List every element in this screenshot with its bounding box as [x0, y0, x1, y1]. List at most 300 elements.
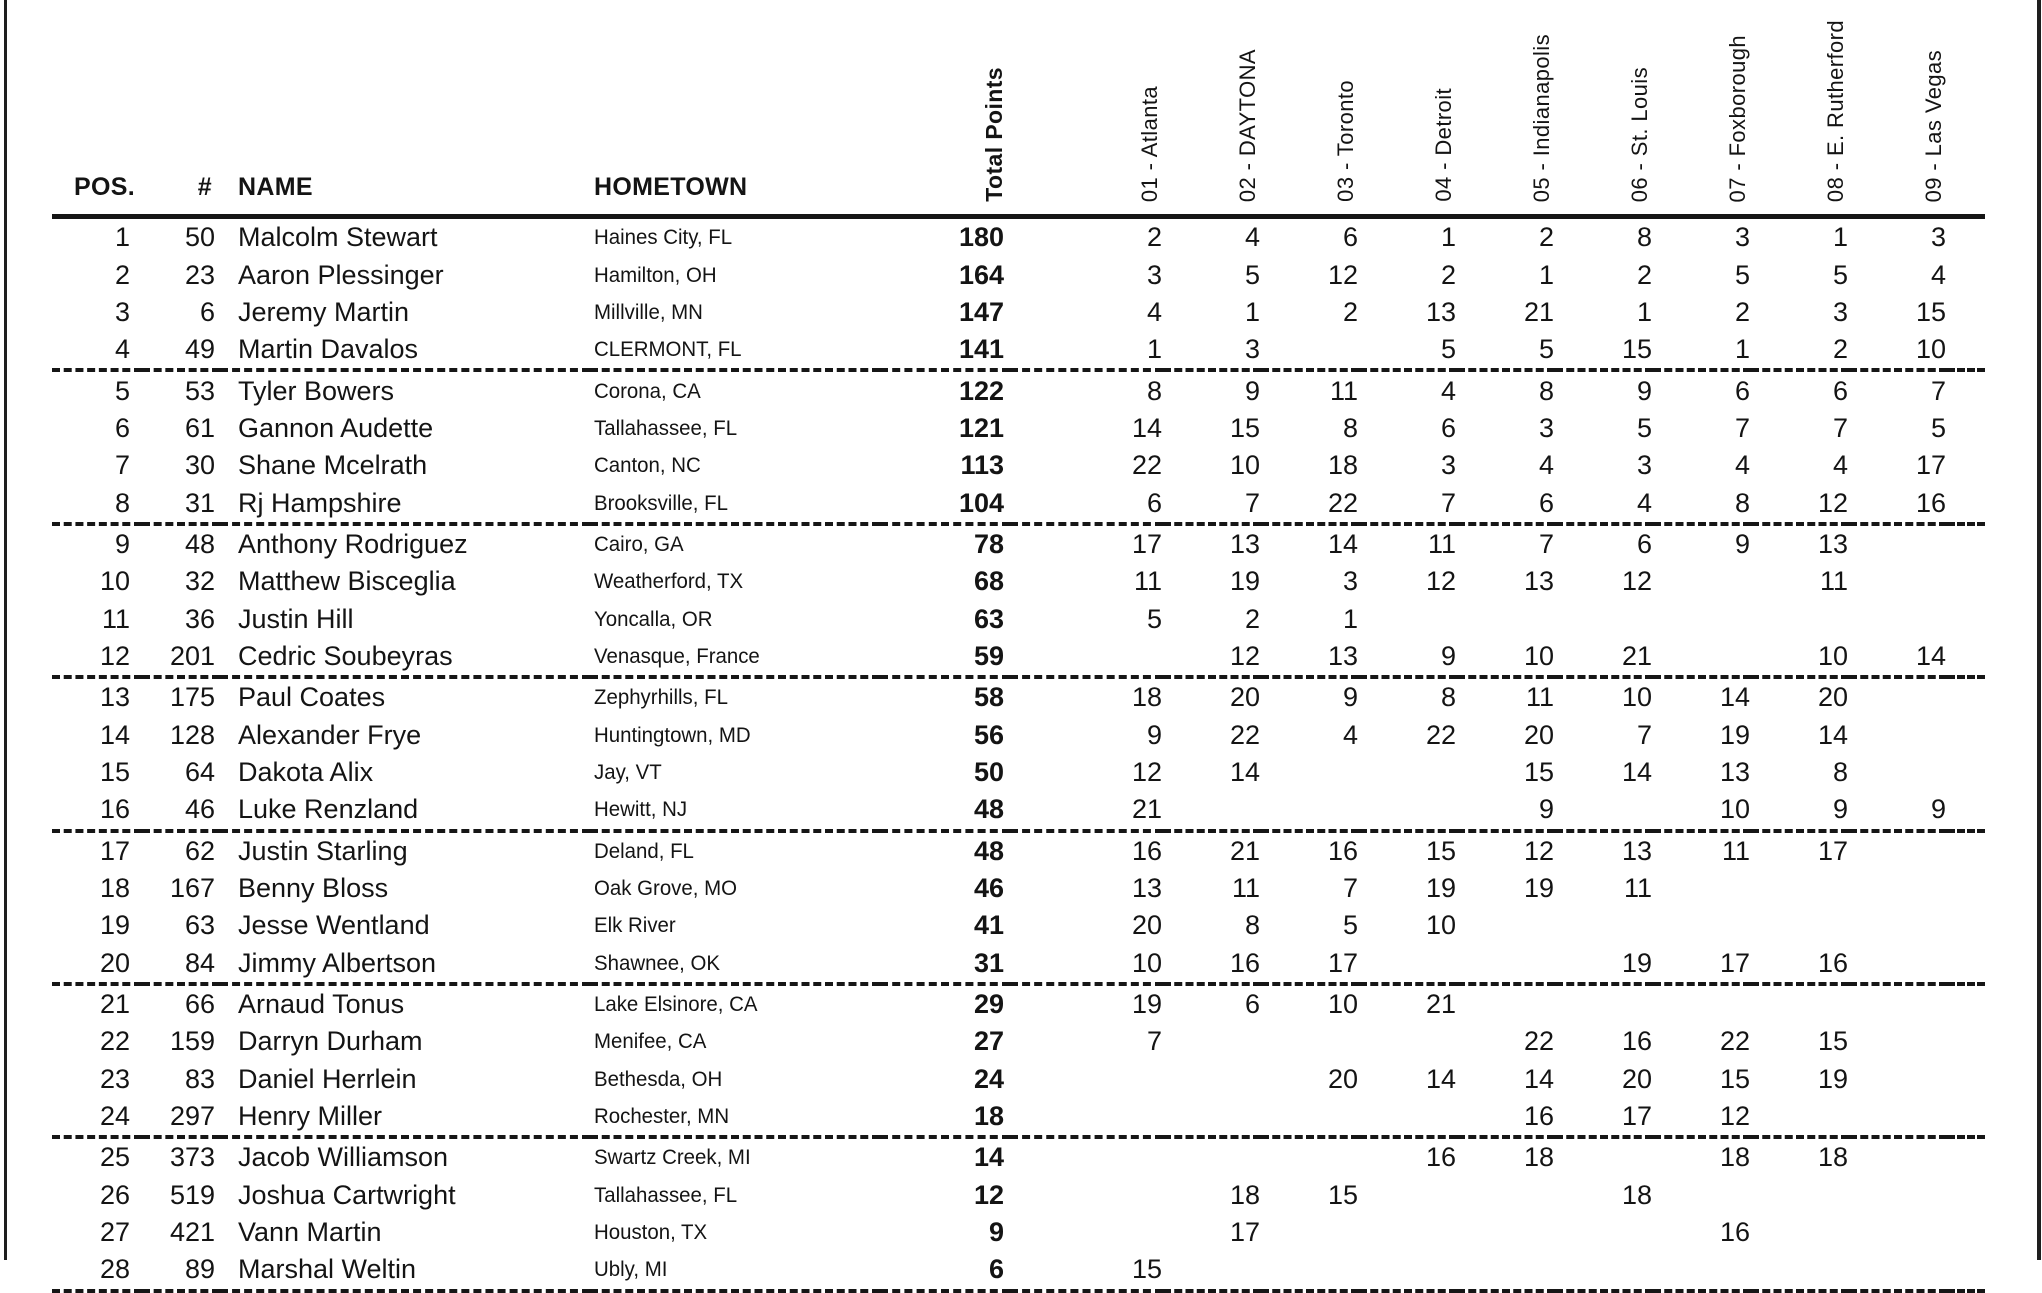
- cell-round-03-result: 14: [1327, 528, 1358, 559]
- cell-round-05-result: 1: [1538, 259, 1554, 290]
- cell-round-06-result: 8: [1636, 222, 1652, 253]
- cell-spacer: [1947, 370, 1985, 409]
- cell-round-09-result: 16: [1849, 484, 1947, 523]
- col-header-number: #: [142, 0, 220, 217]
- cell-total-points: 29: [973, 989, 1004, 1020]
- cell-round-04-result: 11: [1427, 528, 1456, 559]
- cell-round-06-result: 21: [1555, 638, 1653, 677]
- cell-rider-number: 32: [184, 566, 215, 597]
- cell-round-08-result: 18: [1817, 1142, 1848, 1173]
- cell-round-09-result: [1849, 831, 1947, 870]
- cell-round-06-result: 4: [1555, 484, 1653, 523]
- cell-round-02-result: 14: [1229, 756, 1260, 787]
- cell-round-03-result: 13: [1261, 638, 1359, 677]
- cell-spacer: [1947, 563, 1985, 600]
- round-01-rotated-label: 01 - Atlanta: [1136, 85, 1162, 202]
- cell-position: 3: [114, 296, 130, 327]
- rider-row: [52, 447, 1985, 484]
- cell-round-07-result: 6: [1734, 375, 1750, 406]
- cell-round-04-result: [1359, 945, 1457, 984]
- cell-rider-number: 66: [184, 989, 215, 1020]
- cell-round-03-result: 5: [1342, 910, 1358, 941]
- cell-spacer: [1947, 484, 1985, 523]
- cell-round-03-result: 10: [1327, 989, 1358, 1020]
- cell-round-09-result: [1849, 1137, 1947, 1176]
- cell-rider-number: 6: [199, 296, 215, 327]
- cell-round-09-result: [1849, 563, 1947, 600]
- cell-position: 23: [99, 1063, 130, 1094]
- cell-rider-name: Malcolm Stewart: [238, 222, 438, 253]
- cell-round-09-result: [1849, 1098, 1947, 1137]
- cell-total-points: 122: [958, 375, 1004, 406]
- cell-round-03-result: [1261, 1023, 1359, 1060]
- cell-spacer: [1947, 1098, 1985, 1137]
- cell-spacer: [1947, 791, 1985, 830]
- cell-hometown: [590, 677, 880, 716]
- cell-round-04-result: 8: [1440, 682, 1456, 713]
- cell-position: 19: [99, 910, 130, 941]
- cell-round-01-result: 20: [1131, 910, 1162, 941]
- cell-rider-name: Dakota Alix: [238, 756, 374, 787]
- cell-round-09-result: [1849, 1023, 1947, 1060]
- col-header-round-08: [1751, 0, 1849, 217]
- cell-spacer: [1947, 256, 1985, 293]
- col-header-round-04: [1359, 0, 1457, 217]
- cell-round-03-result: [1261, 754, 1359, 791]
- cell-round-05-result: [1457, 600, 1555, 637]
- cell-round-05-result: 14: [1523, 1063, 1554, 1094]
- cell-round-01-result: [1010, 1177, 1163, 1214]
- cell-round-02-result: 11: [1231, 873, 1260, 904]
- cell-rider-number: 49: [142, 331, 220, 370]
- cell-total-points: 63: [973, 603, 1004, 634]
- cell-total-points: 59: [880, 638, 1010, 677]
- cell-round-01-result: 19: [1131, 989, 1162, 1020]
- cell-rider-number: 46: [142, 791, 220, 830]
- cell-spacer: [1947, 984, 1985, 1023]
- cell-round-07-result: 4: [1734, 450, 1750, 481]
- cell-round-08-result: 2: [1751, 331, 1849, 370]
- cell-round-03-result: [1261, 791, 1359, 830]
- rider-row: [52, 1214, 1985, 1251]
- cell-round-04-result: 2: [1440, 259, 1456, 290]
- cell-hometown: [590, 945, 880, 984]
- cell-rider-name: Jimmy Albertson: [220, 945, 590, 984]
- rider-row: [52, 1023, 1985, 1060]
- cell-round-05-result: 20: [1523, 719, 1554, 750]
- cell-round-08-result: 20: [1817, 682, 1848, 713]
- cell-position: 10: [99, 566, 130, 597]
- cell-round-08-result: 9: [1751, 791, 1849, 830]
- cell-rider-name: Jeremy Martin: [238, 296, 410, 327]
- cell-rider-name: Arnaud Tonus: [238, 989, 405, 1020]
- cell-round-02-result: 12: [1163, 638, 1261, 677]
- standings-table: [52, 0, 1985, 1293]
- cell-rider-number: 30: [184, 450, 215, 481]
- cell-spacer: [1947, 831, 1985, 870]
- cell-round-07-result: [1653, 600, 1751, 637]
- cell-round-08-result: [1751, 600, 1849, 637]
- cell-round-04-result: 15: [1425, 835, 1456, 866]
- hometown-text: CLERMONT, FL: [594, 337, 742, 362]
- cell-round-08-result: 13: [1817, 528, 1848, 559]
- hometown-text: Venasque, France: [594, 643, 760, 668]
- cell-round-08-result: [1751, 870, 1849, 907]
- cell-round-08-result: 5: [1832, 259, 1848, 290]
- cell-round-08-result: 17: [1817, 835, 1848, 866]
- cell-round-03-result: 6: [1342, 222, 1358, 253]
- cell-round-07-result: 17: [1653, 945, 1751, 984]
- cell-round-05-result: 21: [1523, 296, 1554, 327]
- cell-round-04-result: [1359, 754, 1457, 791]
- cell-round-05-result: 9: [1457, 791, 1555, 830]
- cell-position: 12: [52, 638, 142, 677]
- cell-round-07-result: 1: [1653, 331, 1751, 370]
- cell-round-01-result: [1010, 1098, 1163, 1137]
- cell-round-02-result: 10: [1229, 450, 1260, 481]
- cell-round-06-result: 2: [1636, 259, 1652, 290]
- cell-rider-number: 50: [184, 222, 215, 253]
- cell-round-02-result: 3: [1163, 331, 1261, 370]
- cell-round-05-result: 2: [1538, 222, 1554, 253]
- cell-round-07-result: [1653, 638, 1751, 677]
- cell-round-02-result: 4: [1244, 222, 1260, 253]
- cell-round-05-result: 10: [1457, 638, 1555, 677]
- cell-hometown: [590, 1177, 880, 1214]
- cell-round-01-result: 14: [1131, 412, 1162, 443]
- cell-rider-name: Henry Miller: [220, 1098, 590, 1137]
- cell-round-09-result: 14: [1849, 638, 1947, 677]
- cell-round-02-result: 17: [1229, 1217, 1260, 1248]
- cell-round-09-result: 5: [1930, 412, 1946, 443]
- cell-round-05-result: 13: [1523, 566, 1554, 597]
- rider-row: [52, 294, 1985, 331]
- cell-total-points: 104: [880, 484, 1010, 523]
- round-04-rotated-label: 04 - Detroit: [1430, 88, 1456, 202]
- cell-round-01-result: 4: [1146, 296, 1162, 327]
- cell-round-09-result: [1849, 677, 1947, 716]
- cell-round-09-result: 4: [1930, 259, 1946, 290]
- rider-row: [52, 524, 1985, 563]
- cell-position: 25: [99, 1142, 130, 1173]
- cell-round-02-result: 7: [1163, 484, 1261, 523]
- hometown-text: Canton, NC: [594, 453, 701, 478]
- cell-round-07-result: 19: [1719, 719, 1750, 750]
- hometown-text: Corona, CA: [594, 378, 701, 403]
- hometown-text: Haines City, FL: [594, 225, 733, 250]
- cell-round-06-result: 12: [1621, 566, 1652, 597]
- cell-round-09-result: 3: [1930, 222, 1946, 253]
- cell-round-05-result: 4: [1538, 450, 1554, 481]
- cell-total-points: 24: [973, 1063, 1004, 1094]
- cell-round-04-result: 22: [1425, 719, 1456, 750]
- col-header-total-points: [880, 0, 1010, 217]
- cell-round-08-result: [1751, 1177, 1849, 1214]
- page-right-border: [2037, 0, 2041, 1260]
- cell-rider-number: 62: [184, 835, 215, 866]
- cell-round-08-result: 11: [1819, 566, 1848, 597]
- cell-round-09-result: [1849, 754, 1947, 791]
- cell-hometown: [590, 1061, 880, 1098]
- cell-round-02-result: 19: [1229, 566, 1260, 597]
- cell-position: 20: [52, 945, 142, 984]
- cell-round-04-result: 9: [1359, 638, 1457, 677]
- cell-round-02-result: 18: [1229, 1179, 1260, 1210]
- cell-total-points: 58: [973, 682, 1004, 713]
- standings-body: [52, 217, 1985, 1291]
- col-header-name: NAME: [220, 0, 590, 217]
- col-header-round-09: [1849, 0, 1947, 217]
- cell-spacer: [1947, 410, 1985, 447]
- cell-round-06-result: [1555, 907, 1653, 944]
- cell-position: 26: [99, 1179, 130, 1210]
- cell-rider-name: Justin Hill: [238, 603, 354, 634]
- cell-round-04-result: 14: [1425, 1063, 1456, 1094]
- cell-position: 9: [114, 528, 130, 559]
- cell-hometown: [590, 1251, 880, 1290]
- rider-row: [52, 791, 1985, 830]
- cell-round-05-result: [1457, 984, 1555, 1023]
- cell-round-01-result: 15: [1010, 1251, 1163, 1290]
- cell-round-09-result: [1849, 870, 1947, 907]
- cell-spacer: [1947, 945, 1985, 984]
- cell-spacer: [1947, 294, 1985, 331]
- rider-row: [52, 370, 1985, 409]
- cell-position: 24: [52, 1098, 142, 1137]
- cell-rider-name: Vann Martin: [238, 1217, 382, 1248]
- cell-round-07-result: [1653, 1251, 1751, 1290]
- cell-round-06-result: 3: [1636, 450, 1652, 481]
- cell-round-07-result: [1653, 870, 1751, 907]
- cell-round-01-result: 2: [1146, 222, 1162, 253]
- cell-round-06-result: 11: [1623, 873, 1652, 904]
- cell-round-03-result: 2: [1342, 296, 1358, 327]
- cell-round-01-result: 10: [1010, 945, 1163, 984]
- cell-round-08-result: 4: [1832, 450, 1848, 481]
- rider-row: [52, 256, 1985, 293]
- cell-round-05-result: 7: [1538, 528, 1554, 559]
- cell-round-09-result: [1849, 984, 1947, 1023]
- cell-spacer: [1947, 1251, 1985, 1290]
- cell-spacer: [1947, 870, 1985, 907]
- cell-round-04-result: [1359, 600, 1457, 637]
- cell-round-02-result: 21: [1229, 835, 1260, 866]
- cell-total-points: 78: [973, 528, 1004, 559]
- cell-position: 7: [114, 450, 130, 481]
- cell-total-points: 41: [973, 910, 1004, 941]
- cell-round-09-result: 17: [1915, 450, 1946, 481]
- hometown-text: Houston, TX: [594, 1220, 708, 1245]
- cell-round-02-result: [1163, 1251, 1261, 1290]
- cell-round-01-result: 22: [1131, 450, 1162, 481]
- cell-round-02-result: 15: [1229, 412, 1260, 443]
- cell-round-08-result: [1751, 984, 1849, 1023]
- cell-hometown: [590, 984, 880, 1023]
- cell-round-01-result: 6: [1010, 484, 1163, 523]
- cell-total-points: 68: [973, 566, 1004, 597]
- cell-position: 13: [99, 682, 130, 713]
- cell-round-04-result: 16: [1425, 1142, 1456, 1173]
- cell-round-09-result: [1849, 524, 1947, 563]
- cell-round-06-result: 17: [1555, 1098, 1653, 1137]
- cell-round-08-result: 15: [1817, 1026, 1848, 1057]
- cell-round-05-result: [1457, 945, 1555, 984]
- cell-round-03-result: 15: [1327, 1179, 1358, 1210]
- cell-hometown: [590, 1098, 880, 1137]
- cell-round-01-result: 18: [1131, 682, 1162, 713]
- cell-round-05-result: 12: [1523, 835, 1554, 866]
- cell-total-points: 27: [973, 1026, 1004, 1057]
- rider-row: [52, 945, 1985, 984]
- cell-round-02-result: [1163, 791, 1261, 830]
- cell-total-points: 180: [958, 222, 1004, 253]
- cell-total-points: 9: [988, 1217, 1004, 1248]
- cell-round-02-result: [1163, 1137, 1261, 1176]
- cell-total-points: 164: [958, 259, 1004, 290]
- cell-round-09-result: [1849, 945, 1947, 984]
- cell-round-02-result: 16: [1163, 945, 1261, 984]
- cell-round-05-result: 19: [1523, 873, 1554, 904]
- cell-round-02-result: 20: [1229, 682, 1260, 713]
- cell-round-05-result: 5: [1457, 331, 1555, 370]
- round-09-rotated-label: 09 - Las Vegas: [1920, 49, 1946, 202]
- cell-round-05-result: [1457, 1177, 1555, 1214]
- cell-round-08-result: 8: [1832, 756, 1848, 787]
- rider-row: [52, 1137, 1985, 1176]
- cell-spacer: [1947, 524, 1985, 563]
- hometown-text: Tallahassee, FL: [594, 1182, 738, 1207]
- cell-rider-number: 31: [142, 484, 220, 523]
- cell-round-07-result: 12: [1653, 1098, 1751, 1137]
- cell-round-06-result: 9: [1636, 375, 1652, 406]
- rider-row: [52, 600, 1985, 637]
- cell-round-03-result: 3: [1342, 566, 1358, 597]
- cell-round-01-result: [1010, 1214, 1163, 1251]
- cell-round-07-result: 18: [1719, 1142, 1750, 1173]
- cell-spacer: [1947, 907, 1985, 944]
- hometown-text: Lake Elsinore, CA: [594, 992, 758, 1017]
- cell-round-02-result: 2: [1244, 603, 1260, 634]
- cell-round-06-result: 13: [1621, 835, 1652, 866]
- cell-hometown: [590, 831, 880, 870]
- cell-total-points: 113: [960, 450, 1004, 481]
- cell-round-07-result: 14: [1719, 682, 1750, 713]
- cell-hometown: [590, 870, 880, 907]
- hometown-text: Menifee, CA: [594, 1029, 707, 1054]
- cell-round-01-result: [1010, 638, 1163, 677]
- cell-round-01-result: 17: [1131, 528, 1162, 559]
- cell-round-02-result: [1163, 1098, 1261, 1137]
- hometown-text: Brooksville, FL: [594, 490, 728, 515]
- hometown-text: Hamilton, OH: [594, 262, 717, 287]
- cell-round-03-result: [1261, 1214, 1359, 1251]
- hometown-text: Huntingtown, MD: [594, 722, 751, 747]
- cell-position: 8: [52, 484, 142, 523]
- cell-round-08-result: 19: [1817, 1063, 1848, 1094]
- cell-round-08-result: 1: [1832, 222, 1848, 253]
- cell-round-03-result: 16: [1327, 835, 1358, 866]
- cell-round-01-result: [1010, 1137, 1163, 1176]
- col-header-round-03: [1261, 0, 1359, 217]
- rider-row: [52, 754, 1985, 791]
- cell-round-05-result: [1457, 1251, 1555, 1290]
- cell-round-05-result: [1457, 907, 1555, 944]
- page-left-border: [4, 0, 7, 1260]
- cell-rider-name: Anthony Rodriguez: [238, 528, 468, 559]
- rider-row: [52, 1251, 1985, 1290]
- cell-spacer: [1947, 638, 1985, 677]
- cell-total-points: 12: [973, 1179, 1004, 1210]
- cell-round-03-result: [1261, 1137, 1359, 1176]
- cell-round-03-result: 11: [1329, 375, 1358, 406]
- cell-hometown: [590, 294, 880, 331]
- cell-rider-number: 175: [169, 682, 215, 713]
- cell-position: 16: [52, 791, 142, 830]
- cell-round-01-result: 8: [1146, 375, 1162, 406]
- cell-round-04-result: [1359, 791, 1457, 830]
- cell-round-05-result: 8: [1538, 375, 1554, 406]
- cell-round-03-result: 12: [1327, 259, 1358, 290]
- hometown-text: Oak Grove, MO: [594, 876, 738, 901]
- cell-hometown: [590, 754, 880, 791]
- cell-total-points: 46: [973, 873, 1004, 904]
- cell-round-09-result: 10: [1849, 331, 1947, 370]
- cell-round-09-result: 15: [1915, 296, 1946, 327]
- cell-spacer: [1947, 600, 1985, 637]
- cell-hometown: [590, 1214, 880, 1251]
- round-06-rotated-label: 06 - St. Louis: [1626, 66, 1652, 202]
- cell-rider-number: 373: [169, 1142, 215, 1173]
- rider-row: [52, 1098, 1985, 1137]
- cell-round-09-result: [1849, 907, 1947, 944]
- col-header-hometown: HOMETOWN: [590, 0, 880, 217]
- cell-rider-number: 61: [184, 412, 215, 443]
- rider-row: [52, 563, 1985, 600]
- cell-rider-name: Shane Mcelrath: [238, 450, 428, 481]
- cell-round-01-result: 13: [1131, 873, 1162, 904]
- cell-round-06-result: 5: [1636, 412, 1652, 443]
- rider-row: [52, 331, 1985, 370]
- cell-rider-name: Marshal Weltin: [220, 1251, 590, 1290]
- cell-spacer: [1947, 1137, 1985, 1176]
- cell-position: 6: [114, 412, 130, 443]
- hometown-text: Ubly, MI: [594, 1257, 668, 1282]
- cell-round-04-result: 12: [1425, 566, 1456, 597]
- cell-total-points: 50: [973, 756, 1004, 787]
- cell-rider-number: 83: [184, 1063, 215, 1094]
- cell-round-06-result: 10: [1621, 682, 1652, 713]
- cell-round-03-result: 1: [1342, 603, 1358, 634]
- rider-row: [52, 984, 1985, 1023]
- hometown-text: Elk River: [594, 913, 676, 938]
- cell-round-02-result: 22: [1229, 719, 1260, 750]
- hometown-text: Weatherford, TX: [594, 569, 744, 594]
- cell-spacer: [1947, 1061, 1985, 1098]
- cell-round-02-result: [1163, 1023, 1261, 1060]
- cell-rider-name: Benny Bloss: [238, 873, 389, 904]
- cell-round-03-result: 20: [1327, 1063, 1358, 1094]
- round-03-rotated-label: 03 - Toronto: [1332, 80, 1358, 202]
- cell-round-09-result: [1849, 716, 1947, 753]
- cell-round-09-result: [1849, 1061, 1947, 1098]
- cell-spacer: [1947, 447, 1985, 484]
- cell-round-01-result: 3: [1146, 259, 1162, 290]
- cell-spacer: [1947, 217, 1985, 257]
- rider-row: [52, 1061, 1985, 1098]
- cell-round-05-result: 6: [1457, 484, 1555, 523]
- cell-round-03-result: [1261, 1098, 1359, 1137]
- cell-hometown: [590, 600, 880, 637]
